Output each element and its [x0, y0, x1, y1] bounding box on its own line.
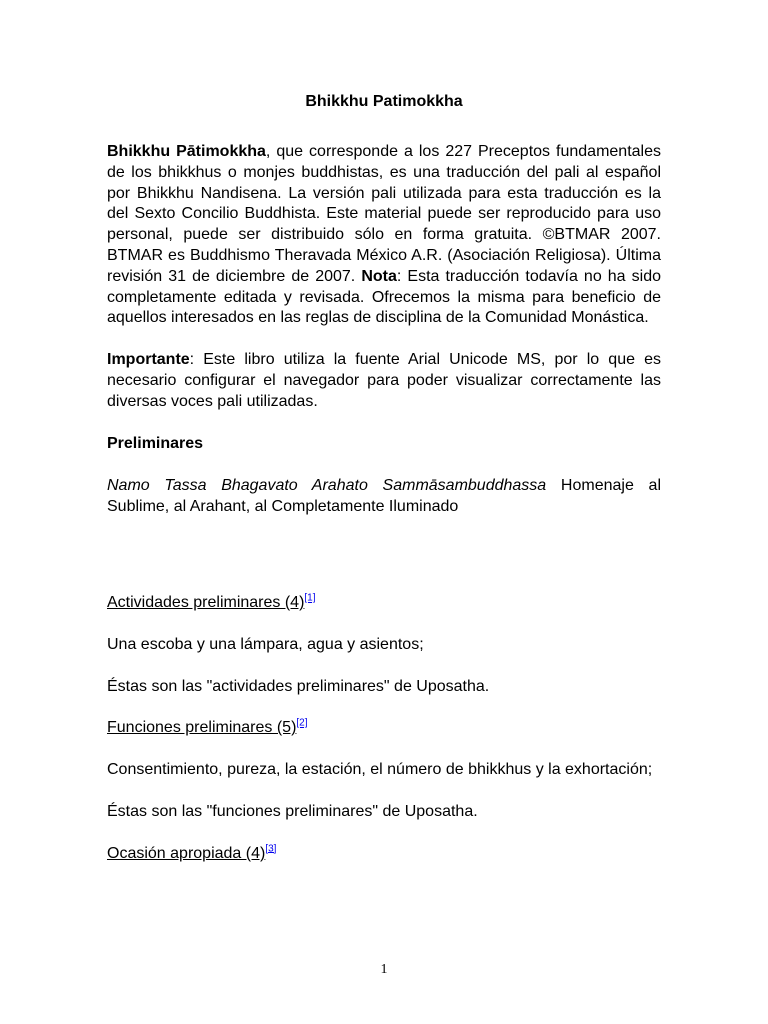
document-body: [107, 92, 661, 865]
section-paragraph: Éstas son las "actividades preliminares" de Uposatha.: [107, 677, 490, 695]
section-heading-actividades: [107, 593, 661, 614]
preliminares-heading: Preliminares: [107, 434, 204, 452]
section-paragraph: Éstas son las "funciones preliminares" de Uposatha.: [107, 802, 478, 820]
intro-paragraph: [107, 142, 661, 329]
section-heading-text: Funciones preliminares (5): [107, 719, 297, 737]
important-label: Importante: [107, 351, 190, 369]
footnote-link-2[interactable]: [2]: [296, 718, 308, 730]
footnote-link-1[interactable]: [1]: [304, 592, 316, 604]
intro-text-1: , que corresponde a los 227 Preceptos fundamentales de los bhikkhus o monjes buddhistas, es una traducción del pali al español por Bhikkhu Nandisena. La versión pali utilizada para esta traducción es la del Sexto Concilio Buddhista. Este material puede ser reproducido para uso personal, puede ser distribuido sólo en forma gratuita. ©BTMAR 2007. BTMAR es Buddhismo Theravada México A.R. (Asociación Religiosa). Última revisión 31 de diciembre de 2007.: [107, 143, 661, 285]
nota-label: Nota: [361, 267, 397, 285]
document-title: Bhikkhu Patimokkha: [305, 93, 463, 110]
homage-spanish: Homenaje al Sublime, al Arahant, al Completamente Iluminado: [107, 477, 661, 516]
homage-pali: Namo Tassa Bhagavato Arahato Sammāsambuddhassa: [107, 477, 547, 495]
homage-paragraph: [107, 476, 661, 518]
important-paragraph: [107, 350, 661, 412]
section-paragraph: Consentimiento, pureza, la estación, el número de bhikkhus y la exhortación;: [107, 761, 653, 779]
page-number: 1: [380, 962, 388, 977]
section-heading-ocasion: [107, 844, 661, 865]
section-heading-text: Ocasión apropiada (4): [107, 844, 266, 862]
section-heading-funciones: [107, 718, 661, 739]
intro-bold-lead: Bhikkhu Pātimokkha: [107, 143, 266, 160]
intro-text-2: : Esta traducción todavía no ha sido completamente editada y revisada. Ofrecemos la misma para beneficio de aquellos interesados en las reglas de disciplina de la Comunidad Monástica.: [107, 267, 661, 327]
important-text: : Este libro utiliza la fuente Arial Unicode MS, por lo que es necesario configurar el navegador para poder visualizar correctamente las diversas voces pali utilizadas.: [107, 351, 661, 410]
section-heading-text: Actividades preliminares (4): [107, 593, 305, 611]
section-paragraph: Una escoba y una lámpara, agua y asientos;: [107, 635, 424, 653]
footnote-link-3[interactable]: [3]: [265, 843, 277, 855]
